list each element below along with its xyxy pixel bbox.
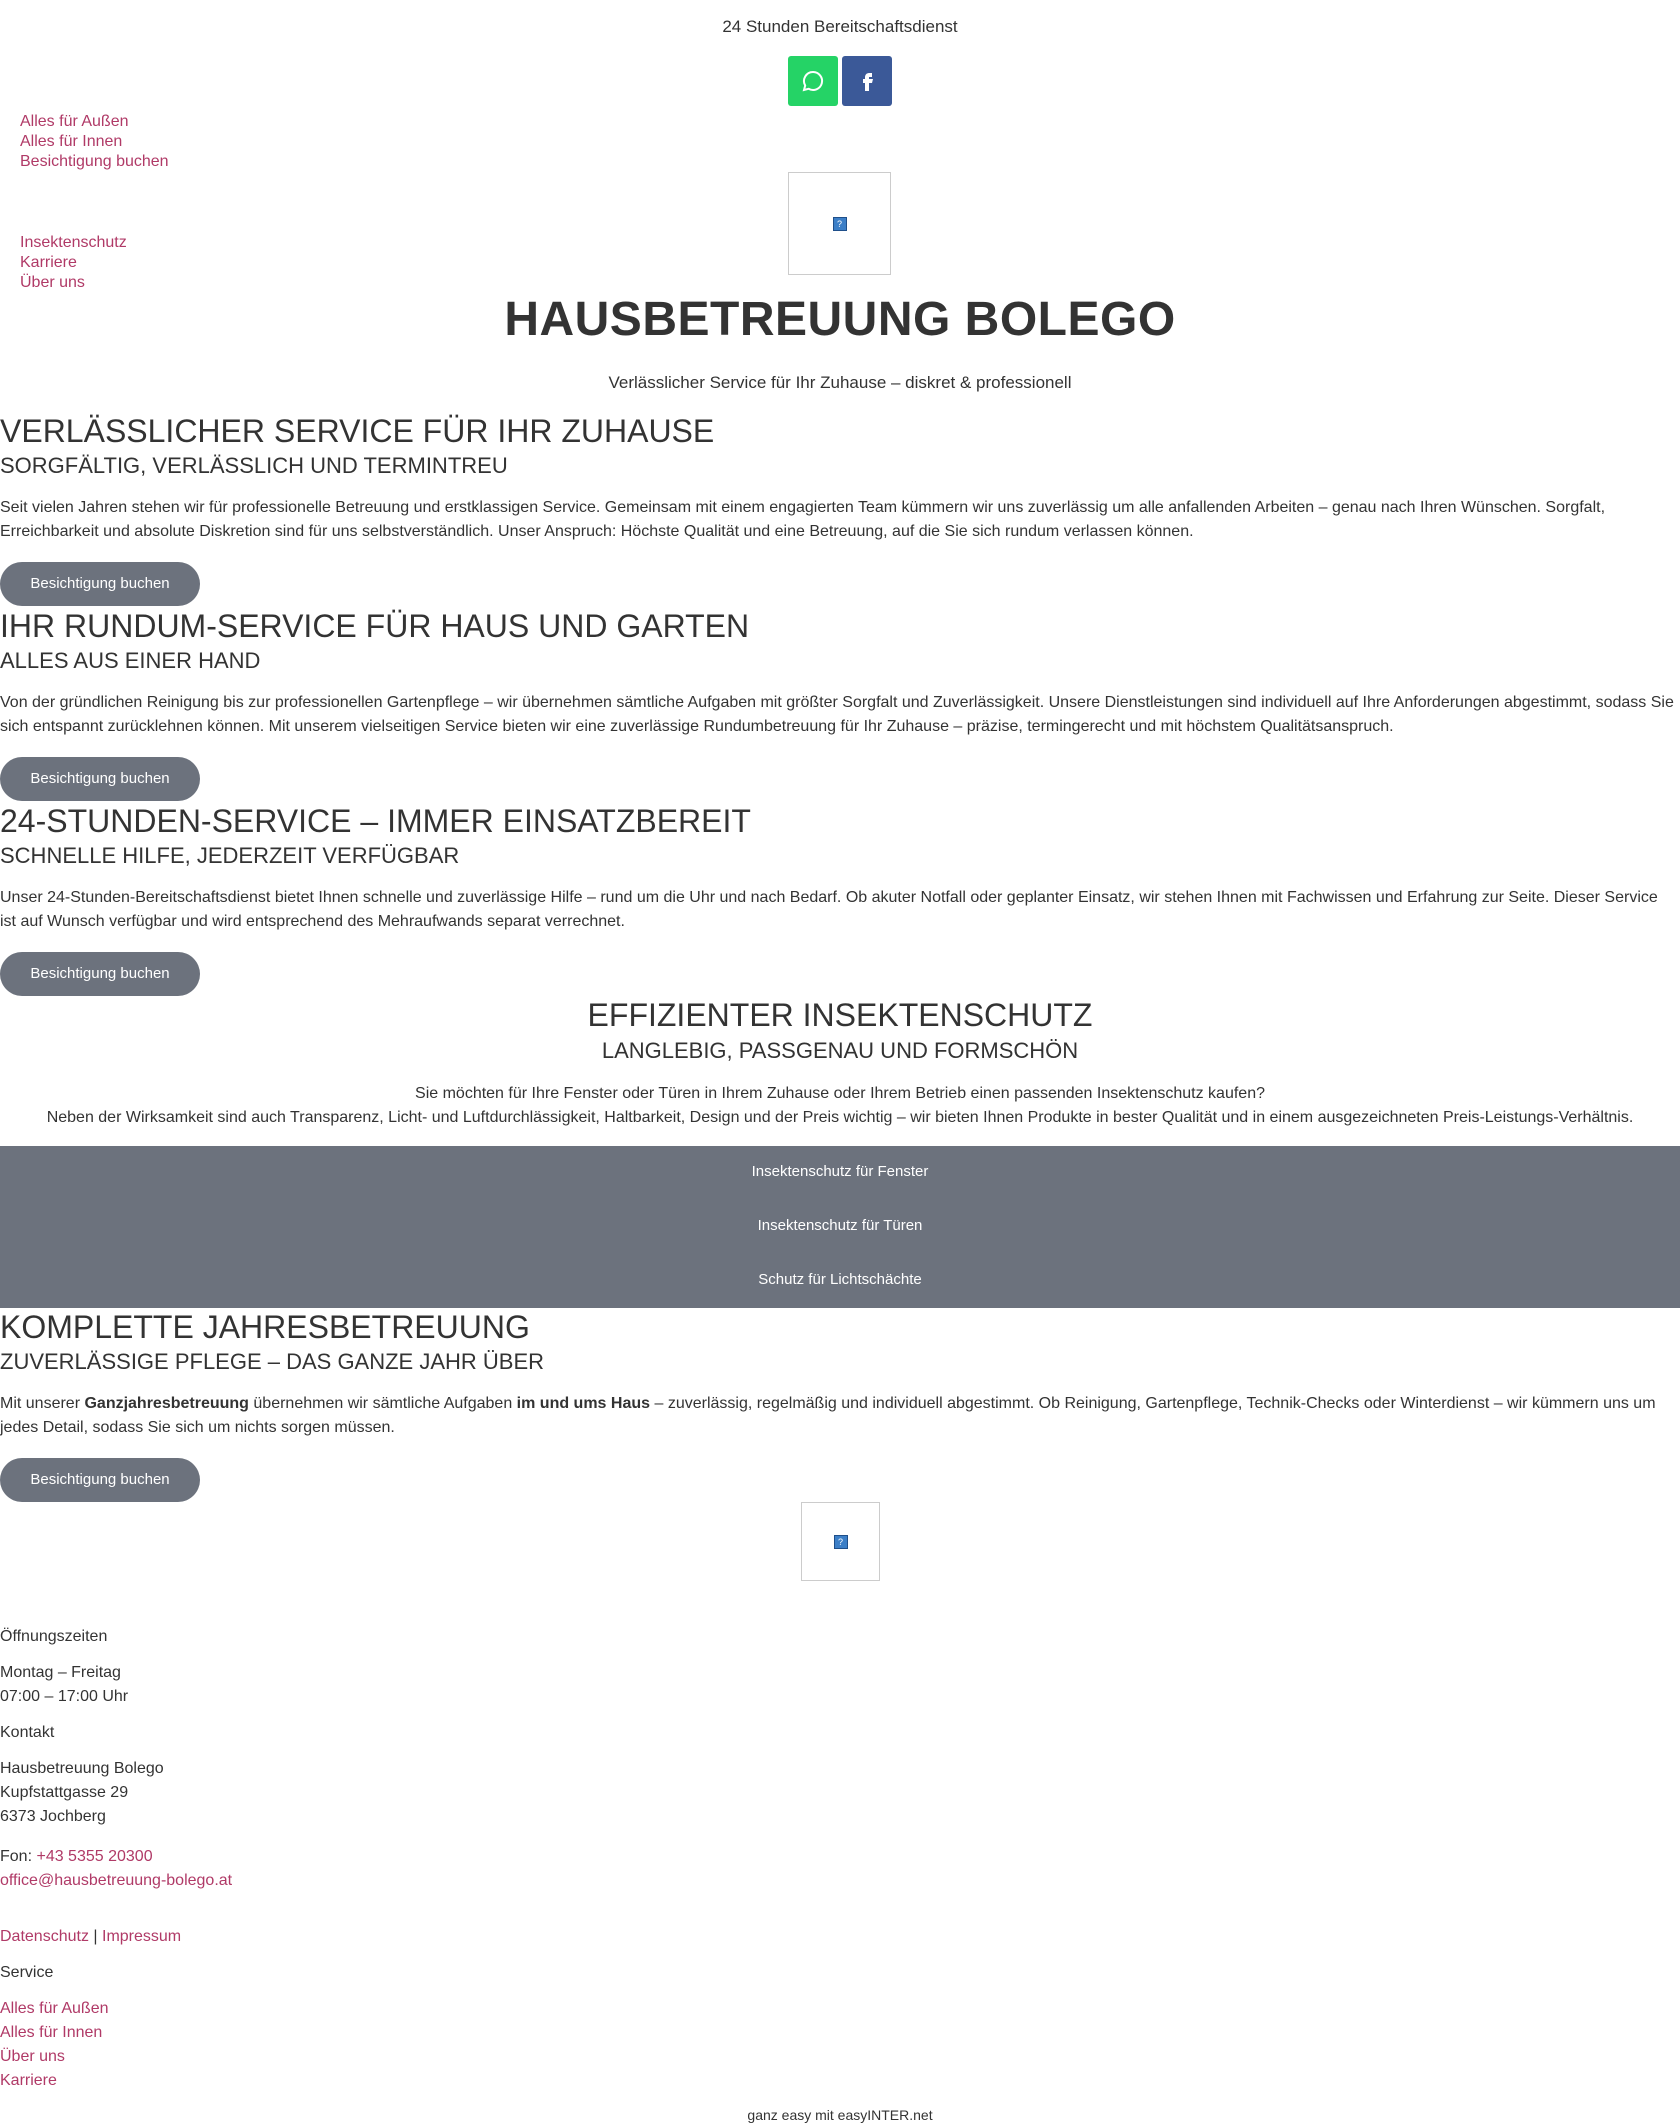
book-viewing-button[interactable]: Besichtigung buchen xyxy=(0,757,200,801)
opening-hours xyxy=(0,1661,128,1709)
section-heading: IHR RUNDUM-SERVICE FÜR HAUS UND GARTEN xyxy=(0,608,750,644)
nav-item-aussen[interactable]: Alles für Außen xyxy=(20,113,129,130)
privacy-link[interactable]: Datenschutz xyxy=(0,1928,89,1945)
insect-text-line-1: Sie möchten für Ihre Fenster oder Türen in Ihrem Zuhause oder Ihrem Betrieb einen passenden Insektenschutz kaufen? xyxy=(415,1085,1265,1102)
insect-subheading: LANGLEBIG, PASSGENAU UND FORMSCHÖN xyxy=(601,1038,1079,1063)
insect-text xyxy=(0,1082,1680,1130)
insect-text-line-2: Neben der Wirksamkeit sind auch Transparenz, Licht- und Luftdurchlässigkeit, Haltbarkeit, Design und der Preis wichtig – wir bieten Ihnen Produkte in bester Qualität und in einem ausgezeichneten Preis-Leistungs-Verhältnis. xyxy=(46,1109,1634,1126)
logo-image[interactable] xyxy=(788,172,891,275)
section-subheading: ALLES AUS EINER HAND xyxy=(0,648,261,673)
annual-heading: KOMPLETTE JAHRESBETREUUNG xyxy=(0,1309,530,1345)
contact-title: Kontakt xyxy=(0,1724,55,1741)
top-bar-text: 24 Stunden Bereitschaftsdienst xyxy=(722,17,958,36)
contact-links xyxy=(0,1845,232,1893)
annual-text-part: – zuverlässig, regelmäßig und individuell abgestimmt. Ob Reinigung, Gartenpflege, Technik-Checks oder Winterdienst – wir kümmern uns um jedes Detail, sodass Sie sich um nichts sorgen müssen. xyxy=(0,1395,1656,1436)
imprint-link[interactable]: Impressum xyxy=(102,1928,182,1945)
annual-text-bold: im und ums Haus xyxy=(516,1395,651,1412)
footer-link-aussen[interactable]: Alles für Außen xyxy=(0,2000,109,2017)
section-heading: VERLÄSSLICHER SERVICE FÜR IHR ZUHAUSE xyxy=(0,413,715,449)
legal-links xyxy=(0,1925,181,1949)
opening-hours-title: Öffnungszeiten xyxy=(0,1628,108,1645)
phone-link[interactable]: +43 5355 20300 xyxy=(36,1848,153,1865)
book-viewing-button[interactable]: Besichtigung buchen xyxy=(0,952,200,996)
section-heading: 24-STUNDEN-SERVICE – IMMER EINSATZBEREIT xyxy=(0,803,751,839)
nav-item-besichtigung[interactable]: Besichtigung buchen xyxy=(20,153,169,170)
annual-text-bold: Ganzjahresbetreuung xyxy=(84,1395,249,1412)
annual-subheading: ZUVERLÄSSIGE PFLEGE – DAS GANZE JAHR ÜBER xyxy=(0,1349,545,1374)
footer-logo-image[interactable] xyxy=(801,1502,880,1581)
service-title: Service xyxy=(0,1964,54,1981)
section-text: Seit vielen Jahren stehen wir für professionelle Betreuung und erstklassigen Service. Gemeinsam mit einem engagierten Team kümmern wir uns zuverlässig um alle anfallenden Arbeiten – genau nach Ihren Wünschen. Sorgfalt, Erreichbarkeit und absolute Diskretion sind für uns selbstverständlich. Unser Anspruch: Höchste Qualität und eine Betreuung, auf die Sie sich rundum verlassen können. xyxy=(0,499,1606,540)
section-subheading: SORGFÄLTIG, VERLÄSSLICH UND TERMINTREU xyxy=(0,453,508,478)
insect-link-windows[interactable]: Insektenschutz für Fenster xyxy=(751,1163,929,1180)
insect-link-light-shafts[interactable]: Schutz für Lichtschächte xyxy=(758,1271,922,1288)
main-nav-group-2 xyxy=(20,233,127,293)
insect-link-doors[interactable]: Insektenschutz für Türen xyxy=(757,1217,923,1234)
section-text: Von der gründlichen Reinigung bis zur professionellen Gartenpflege – wir übernehmen sämtliche Aufgaben mit größter Sorgfalt und Zuverlässigkeit. Unsere Dienstleistungen sind individuell auf Ihre Anforderungen abgestimmt, sodass Sie sich entspannt zurücklehnen können. Mit unserem vielseitigen Service bieten wir eine zuverlässige Rundumbetreuung für Ihr Zuhause – präzise, termingerecht und mit höchstem Qualitätsanspruch. xyxy=(0,694,1674,735)
book-viewing-button[interactable]: Besichtigung buchen xyxy=(0,562,200,606)
annual-text-part: übernehmen wir sämtliche Aufgaben xyxy=(248,1395,517,1412)
email-link[interactable]: office@hausbetreuung-bolego.at xyxy=(0,1872,233,1889)
credit-link[interactable]: ganz easy mit easyINTER.net xyxy=(747,2107,933,2123)
section-subheading: SCHNELLE HILFE, JEDERZEIT VERFÜGBAR xyxy=(0,843,460,868)
address xyxy=(0,1757,164,1829)
opening-days: Montag – Freitag xyxy=(0,1664,121,1681)
legal-separator: | xyxy=(93,1928,98,1945)
nav-item-ueber-uns[interactable]: Über uns xyxy=(20,274,85,291)
footer-link-innen[interactable]: Alles für Innen xyxy=(0,2024,103,2041)
facebook-icon xyxy=(855,69,879,93)
main-nav-group-1 xyxy=(20,112,169,172)
whatsapp-icon xyxy=(801,69,825,93)
footer-service-nav xyxy=(0,1997,109,2093)
phone-label: Fon: xyxy=(0,1848,37,1865)
nav-item-karriere[interactable]: Karriere xyxy=(20,254,77,271)
section-text: Unser 24-Stunden-Bereitschaftsdienst bietet Ihnen schnelle und zuverlässige Hilfe – rund um die Uhr und nach Bedarf. Ob akuter Notfall oder geplanter Einsatz, wir stehen Ihnen mit Fachwissen und Erfahrung zur Seite. Dieser Service ist auf Wunsch verfügbar und wird entsprechend des Mehraufwands separat verrechnet. xyxy=(0,889,1658,930)
facebook-button[interactable] xyxy=(842,56,892,106)
whatsapp-button[interactable] xyxy=(788,56,838,106)
city: 6373 Jochberg xyxy=(0,1808,106,1825)
street: Kupfstattgasse 29 xyxy=(0,1784,129,1801)
opening-time: 07:00 – 17:00 Uhr xyxy=(0,1688,129,1705)
footer-link-karriere[interactable]: Karriere xyxy=(0,2072,57,2089)
nav-item-innen[interactable]: Alles für Innen xyxy=(20,133,123,150)
company-name: Hausbetreuung Bolego xyxy=(0,1760,164,1777)
annual-text-part: Mit unserer xyxy=(0,1395,85,1412)
site-title: HAUSBETREUUNG BOLEGO xyxy=(504,293,1176,346)
broken-image-icon: ? xyxy=(834,1535,848,1549)
footer-link-ueber-uns[interactable]: Über uns xyxy=(0,2048,65,2065)
book-viewing-button[interactable]: Besichtigung buchen xyxy=(0,1458,200,1502)
annual-text xyxy=(0,1392,1678,1440)
broken-image-icon: ? xyxy=(833,217,847,231)
site-subtitle: Verlässlicher Service für Ihr Zuhause – diskret & professionell xyxy=(608,373,1072,392)
insect-heading: EFFIZIENTER INSEKTENSCHUTZ xyxy=(587,997,1093,1033)
nav-item-insektenschutz[interactable]: Insektenschutz xyxy=(20,234,127,251)
